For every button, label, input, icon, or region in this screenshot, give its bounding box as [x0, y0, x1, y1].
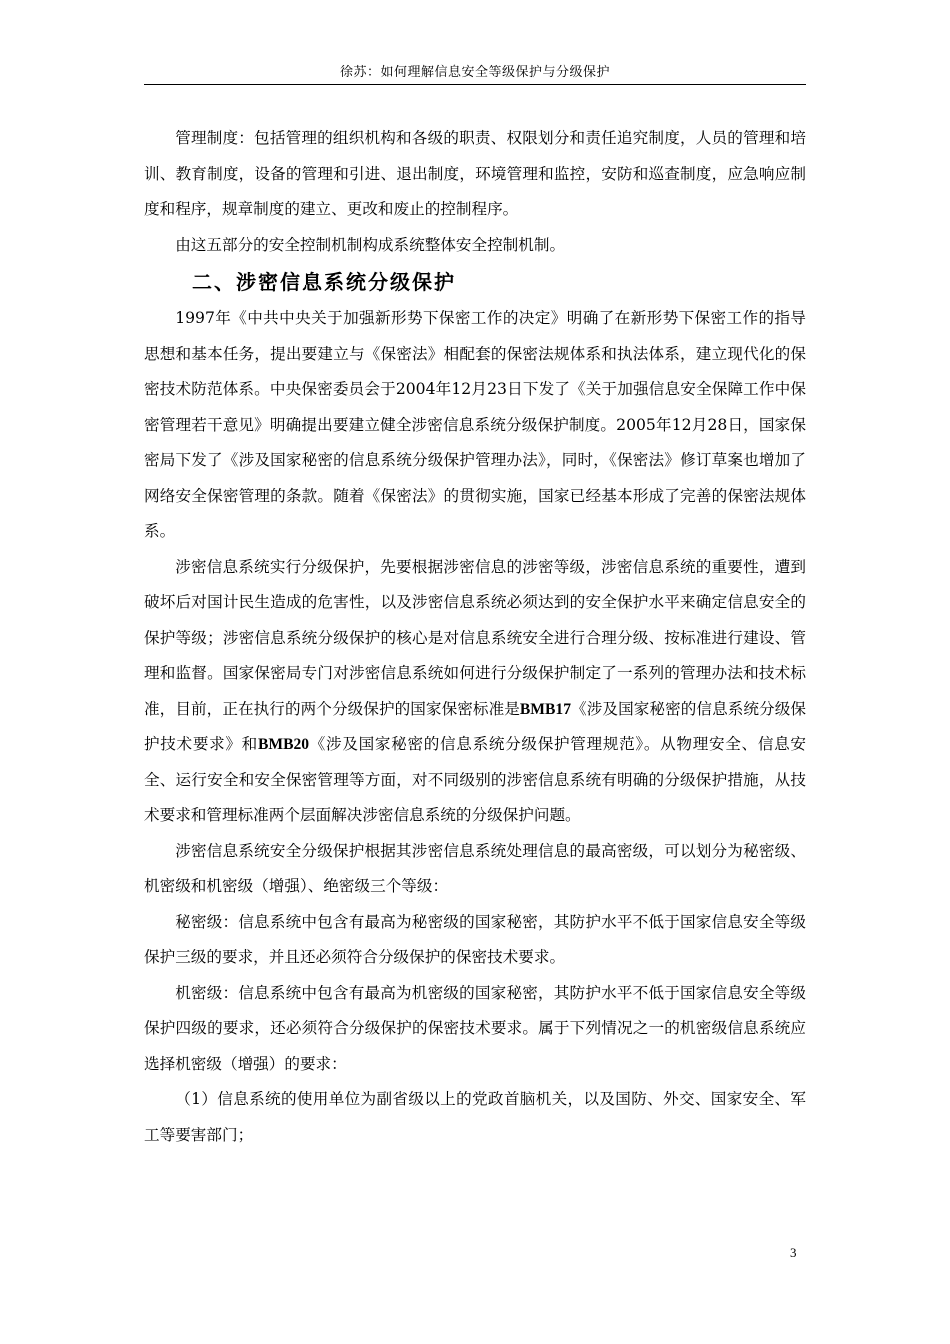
- paragraph-classified-protection: [144, 550, 806, 834]
- paragraph-text: 《涉及国家秘密的信息系统分级保护管理规范》。从物理安全、信息安全、运行安全和安全保密管理等方面，对不同级别的涉密信息系统有明确的分级保护措施，从技术要求和管理标准两个层面解决涉密信息系统的分级保护问题。: [144, 735, 806, 824]
- paragraph-confidential-level: 机密级：信息系统中包含有最高为机密级的国家秘密，其防护水平不低于国家信息安全等级保护四级的要求，还必须符合分级保护的保密技术要求。属于下列情况之一的机密级信息系统应选择机密级（增强）的要求：: [144, 983, 806, 1073]
- standard-bmb17: BMB17: [519, 700, 572, 718]
- page-header: [144, 62, 806, 85]
- paragraph-secret-level: 秘密级：信息系统中包含有最高为秘密级的国家秘密，其防护水平不低于国家信息安全等级保护三级的要求，并且还必须符合分级保护的保密技术要求。: [144, 912, 806, 966]
- page-number: 3: [790, 1245, 797, 1260]
- standard-bmb20: BMB20: [257, 736, 310, 753]
- section-heading: 二、涉密信息系统分级保护: [192, 270, 456, 294]
- paragraph-list-item-1: （1）信息系统的使用单位为副省级以上的党政首脑机关，以及国防、外交、国家安全、军工等要害部门；: [144, 1090, 806, 1144]
- paragraph-text: 《涉及国家秘密的信息系统分级保护技术要求》和: [144, 699, 806, 753]
- paragraph-control-summary: 由这五部分的安全控制机制构成系统整体安全控制机制。: [175, 235, 566, 254]
- paragraph-history: 1997年《中共中央关于加强新形势下保密工作的决定》明确了在新形势下保密工作的指导思想和基本任务，提出要建立与《保密法》相配套的保密法规体系和执法体系，建立现代化的保密技术防范体系。中央保密委员会于2004年12月23日下发了《关于加强信息安全保障工作中保密管理若干意见》明确提出要建立健全涉密信息系统分级保护制度。2005年12月28日，国家保密局下发了《涉及国家秘密的信息系统分级保护管理办法》，同时，《保密法》修订草案也增加了网络安全保密管理的条款。随着《保密法》的贯彻实施，国家已经基本形成了完善的保密法规体系。: [144, 309, 806, 540]
- document-body: [144, 121, 806, 1153]
- paragraph-levels-intro: 涉密信息系统安全分级保护根据其涉密信息系统处理信息的最高密级，可以划分为秘密级、机密级和机密级（增强）、绝密级三个等级：: [144, 841, 806, 895]
- paragraph-management-system: 管理制度：包括管理的组织机构和各级的职责、权限划分和责任追究制度，人员的管理和培训、教育制度，设备的管理和引进、退出制度，环境管理和监控，安防和巡查制度，应急响应制度和程序，规章制度的建立、更改和废止的控制程序。: [144, 129, 806, 218]
- header-title: 徐苏：如何理解信息安全等级保护与分级保护: [339, 65, 610, 80]
- paragraph-text: 涉密信息系统实行分级保护，先要根据涉密信息的涉密等级，涉密信息系统的重要性，遭到破坏后对国计民生造成的危害性，以及涉密信息系统必须达到的安全保护水平来确定信息安全的保护等级；涉密信息系统分级保护的核心是对信息系统安全进行合理分级、按标准进行建设、管理和监督。国家保密局专门对涉密信息系统如何进行分级保护制定了一系列的管理办法和技术标准，目前，正在执行的两个分级保护的国家保密标准是: [144, 557, 806, 718]
